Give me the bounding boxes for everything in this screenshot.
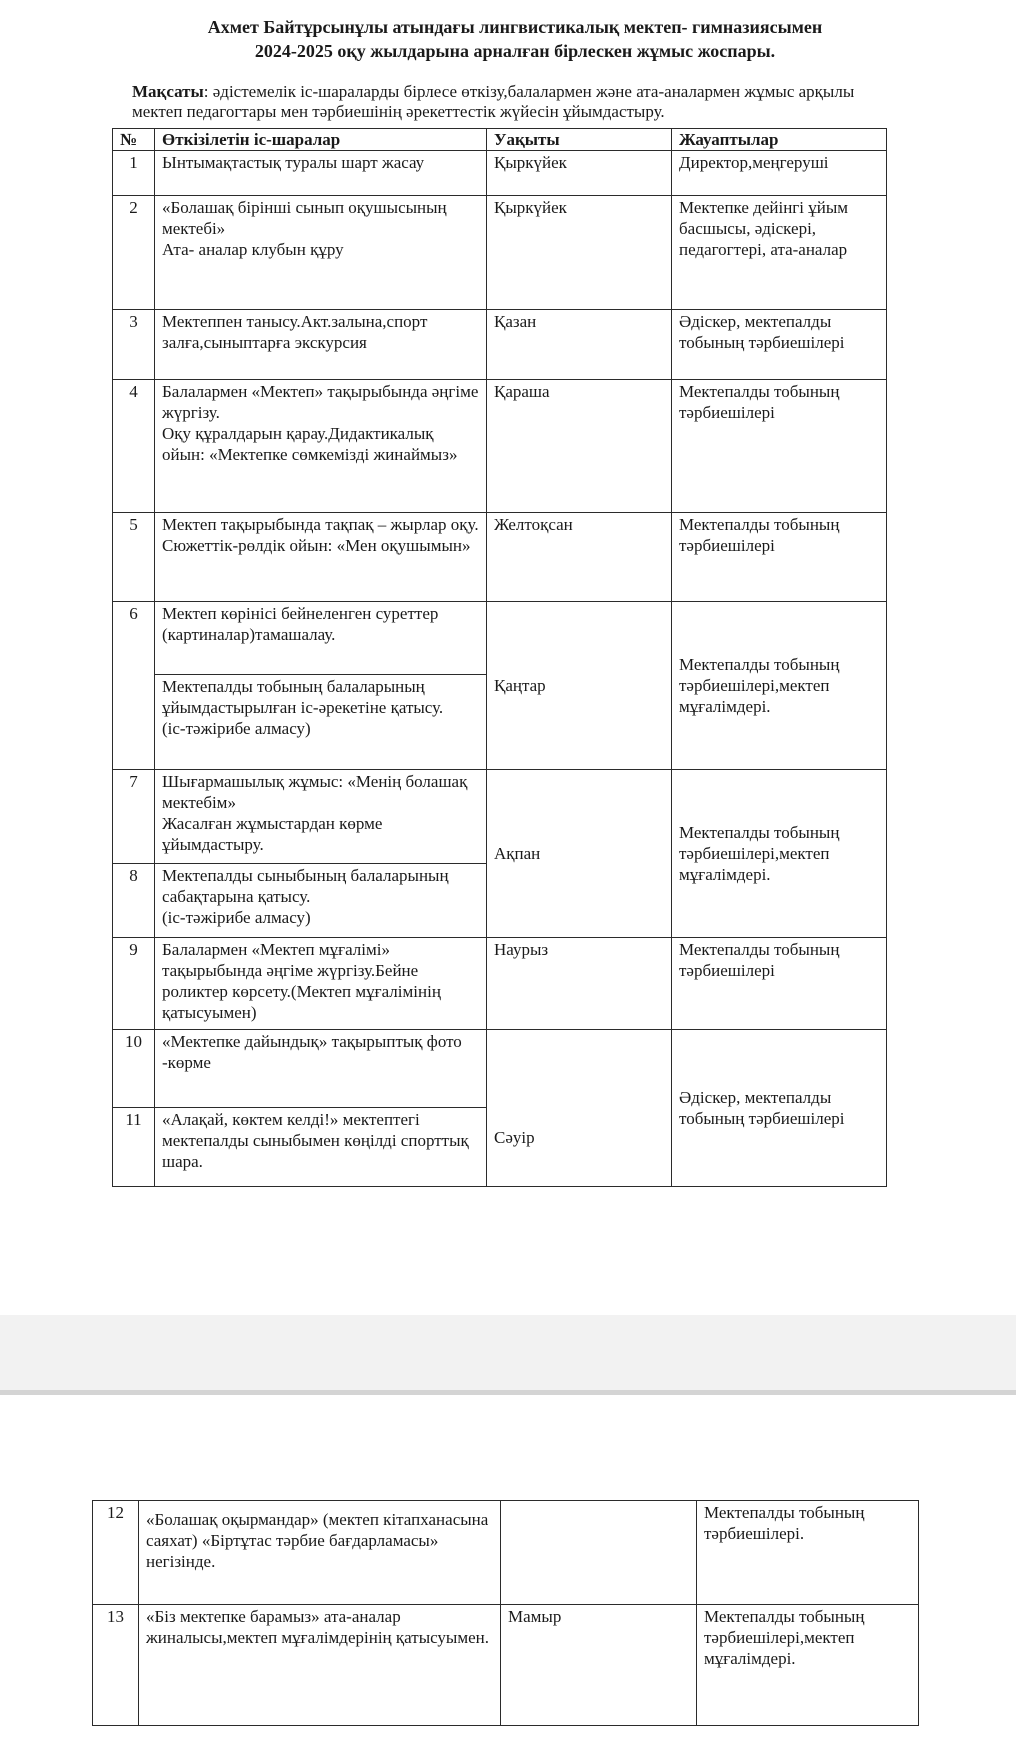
row-time: Қыркүйек [487, 151, 672, 196]
row-activity [155, 380, 487, 513]
row-activity-line: (іс-тәжірибе алмасу) [162, 719, 311, 738]
page-gap [0, 1315, 1016, 1395]
table-row [113, 196, 887, 310]
row-time: Сәуір [487, 1030, 672, 1187]
row-responsible: Мектепалды тобының тәрбиешілері [672, 938, 887, 1030]
table-row [113, 1030, 887, 1108]
row-activity: «Алақай, көктем келді!» мектептегі мектепалды сыныбымен көңілді спорттық шара. [155, 1108, 487, 1187]
table-row [93, 1605, 919, 1726]
row-activity: Ынтымақтастық туралы шарт жасау [155, 151, 487, 196]
row-activity-line: Сюжеттік-рөлдік ойын: «Мен оқушымын» [162, 536, 471, 555]
row-activity-line: Оқу құралдарын қарау.Дидактикалық ойын: «Мектепке сөмкемізді жинаймыз» [162, 424, 458, 464]
row-responsible: Мектепалды тобының тәрбиешілері,мектеп мұғалімдері. [672, 770, 887, 938]
row-responsible: Мектепалды тобының тәрбиешілері,мектеп мұғалімдері. [697, 1605, 919, 1726]
document-title-line-2: 2024-2025 оқу жылдарына арналған бірлескен жұмыс жоспары. [254, 41, 776, 61]
row-time: Қыркүйек [487, 196, 672, 310]
row-activity-line: «Болашақ бірінші сынып оқушысының мектебі» [162, 198, 447, 238]
row-time: Ақпан [487, 770, 672, 938]
row-responsible: Әдіскер, мектепалды тобының тәрбиешілері [672, 1030, 887, 1187]
row-activity: Балалармен «Мектеп мұғалімі» тақырыбында әңгіме жүргізу.Бейне роликтер көрсету.(Мектеп мұғалімінің қатысуымен) [155, 938, 487, 1030]
row-activity-line: (іс-тәжірибе алмасу) [162, 908, 311, 927]
row-number: 6 [113, 602, 155, 770]
row-responsible: Әдіскер, мектепалды тобының тәрбиешілері [672, 310, 887, 380]
table-row [113, 151, 887, 196]
row-activity [155, 513, 487, 602]
row-number: 5 [113, 513, 155, 602]
row-activity: Мектеп көрінісі бейнеленген суреттер (картиналар)тамашалау. [155, 602, 487, 675]
row-activity: Мектеппен танысу.Акт.залына,спорт залға,сыныптарға экскурсия [155, 310, 487, 380]
header-number: № [113, 129, 155, 151]
row-activity [155, 770, 487, 864]
purpose-text: : әдістемелік іс-шараларды бірлесе өткізу,балалармен және ата-аналармен жұмыс арқылы мектеп педагогтары мен тәрбиешінің әрекеттестік жүйесін ұйымдастыру. [132, 82, 855, 121]
row-number: 8 [113, 864, 155, 938]
row-number: 9 [113, 938, 155, 1030]
header-time: Уақыты [487, 129, 672, 151]
row-number: 13 [93, 1605, 139, 1726]
row-time: Қаңтар [487, 602, 672, 770]
row-time: Желтоқсан [487, 513, 672, 602]
row-number: 12 [93, 1501, 139, 1605]
row-responsible: Мектепалды тобының тәрбиешілері [672, 380, 887, 513]
row-activity: «Болашақ оқырмандар» (мектеп кітапханасына саяхат) «Біртұтас тәрбие бағдарламасы» негізінде. [139, 1501, 501, 1605]
row-number: 1 [113, 151, 155, 196]
row-responsible: Мектепалды тобының тәрбиешілері. [697, 1501, 919, 1605]
table-row [93, 1501, 919, 1605]
row-responsible: Мектепалды тобының тәрбиешілері,мектеп мұғалімдері. [672, 602, 887, 770]
table-row [113, 513, 887, 602]
row-activity [155, 675, 487, 770]
row-time: Қараша [487, 380, 672, 513]
row-number: 2 [113, 196, 155, 310]
row-number: 7 [113, 770, 155, 864]
row-time: Наурыз [487, 938, 672, 1030]
row-activity [155, 196, 487, 310]
row-activity-line: Мектепалды сыныбының балаларының сабақтарына қатысу. [162, 866, 449, 906]
row-activity-line: Мектепалды тобының балаларының ұйымдастырылған іс-әрекетіне қатысу. [162, 677, 444, 717]
header-responsible: Жауаптылар [672, 129, 887, 151]
row-activity-line: Жасалған жұмыстардан көрме ұйымдастыру. [162, 814, 383, 854]
row-time: Қазан [487, 310, 672, 380]
plan-table [112, 128, 887, 1187]
header-activity: Өткізілетін іс-шаралар [155, 129, 487, 151]
row-time [501, 1501, 697, 1605]
table-row [113, 938, 887, 1030]
plan-table-continued [92, 1500, 919, 1726]
row-activity-line: Шығармашылық жұмыс: «Менің болашақ мектебім» [162, 772, 468, 812]
row-responsible: Мектепке дейінгі ұйым басшысы, әдіскері, педагогтері, ата-аналар [672, 196, 887, 310]
table-row [113, 380, 887, 513]
row-responsible: Мектепалды тобының тәрбиешілері [672, 513, 887, 602]
row-activity-line: Балалармен «Мектеп» тақырыбында әңгіме жүргізу. [162, 382, 479, 422]
row-activity-line: Ата- аналар клубын құру [162, 240, 344, 259]
row-number: 4 [113, 380, 155, 513]
row-number: 11 [113, 1108, 155, 1187]
row-responsible: Директор,меңгеруші [672, 151, 887, 196]
row-number: 10 [113, 1030, 155, 1108]
row-activity: «Біз мектепке барамыз» ата-аналар жиналысы,мектеп мұғалімдерінің қатысуымен. [139, 1605, 501, 1726]
table-header-row [113, 129, 887, 151]
row-time: Мамыр [501, 1605, 697, 1726]
table-row [113, 602, 887, 675]
document-title-line-1: Ахмет Байтұрсынұлы атындағы лингвистикалық мектеп- гимназиясымен [207, 17, 823, 37]
table-row [113, 770, 887, 864]
row-activity: «Мектепке дайындық» тақырыптық фото -көрме [155, 1030, 487, 1108]
row-number: 3 [113, 310, 155, 380]
table-row [113, 310, 887, 380]
purpose-paragraph [132, 82, 892, 122]
row-activity [155, 864, 487, 938]
purpose-label: Мақсаты [132, 82, 204, 101]
row-activity-line: Мектеп тақырыбында тақпақ – жырлар оқу. [162, 515, 479, 534]
